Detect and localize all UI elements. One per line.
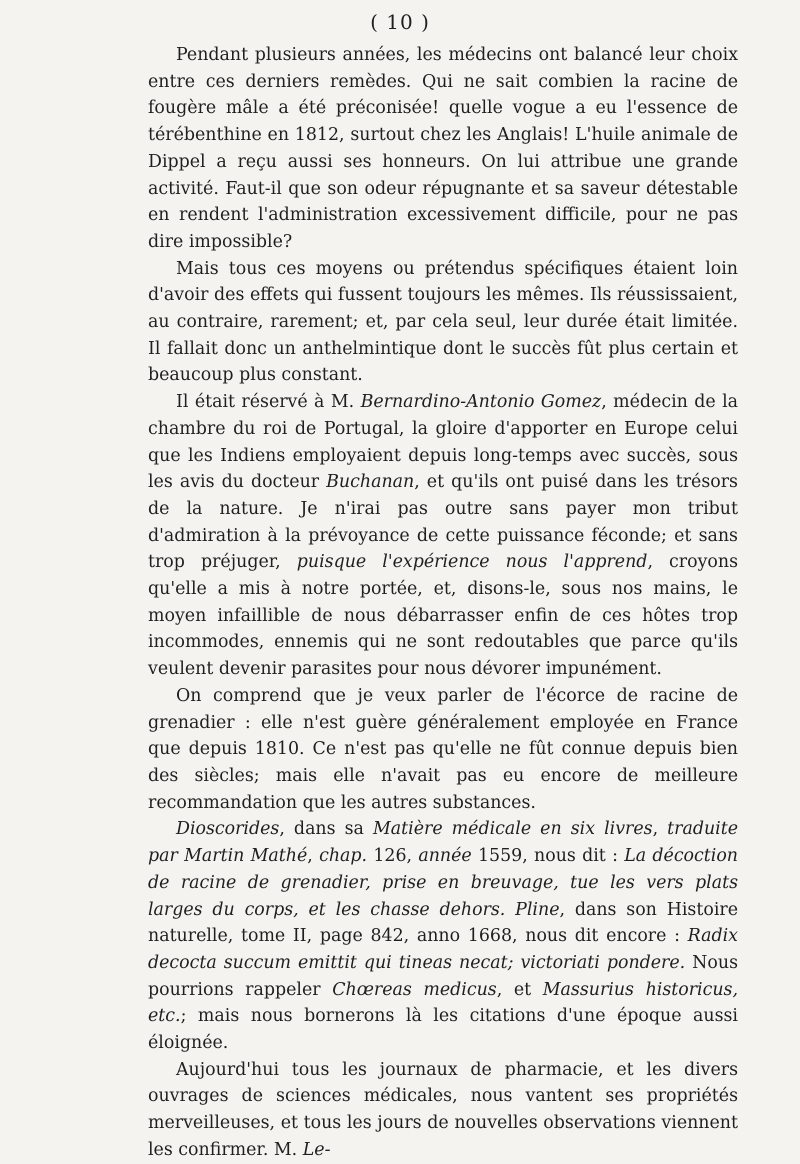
italic-text: année (418, 846, 472, 867)
text-run: On comprend que je veux parler de l'écorce de racine de grenadier : elle n'est guère généralement employée en France que depuis 1810. Ce n'est pas qu'elle ne fût connue depuis bien des siècles; mais elle n'avait pas eu encore de meilleure recommandation que les autres substances. (148, 685, 738, 813)
text-run: , dans sa (279, 819, 373, 840)
paragraph (148, 389, 738, 683)
italic-text: puisque l'expérience nous l'apprend (296, 552, 648, 573)
text-run: , dans son Histoire naturelle, tome II, page 842, anno 1668, nous dit encore : (148, 899, 738, 947)
text-run: 126, (367, 846, 419, 867)
text-run: , médecin de la chambre du roi de Portugal, la gloire d'apporter en Europe celui que les Indiens employaient depuis long-temps avec succès, sous les avis du docteur (148, 392, 739, 493)
italic-text: Massurius historicus, etc. (148, 979, 738, 1027)
paragraph (148, 683, 738, 817)
italic-text: Dioscorides (176, 819, 280, 840)
text-run: Pendant plusieurs années, les médecins ont balancé leur choix entre ces derniers remèdes. Qui ne sait combien la racine de fougère mâle a été préconisée! quelle vogue a eu l'essence de térébenthine en 1812, surtout chez les Anglais! L'huile animale de Dippel a reçu aussi ses honneurs. On lui attribue une grande activité. Faut-il que son odeur répugnante et sa saveur détestable en rendent l'administration excessivement difficile, pour ne pas dire impossible? (148, 45, 738, 252)
text-run: , (652, 819, 668, 840)
paragraph (148, 42, 738, 256)
text-run: 1559, nous dit : (471, 846, 625, 867)
italic-text: Chœreas medicus (332, 979, 497, 1000)
text-run: ; mais nous bornerons là les citations d'une époque aussi éloignée. (148, 1006, 738, 1054)
text-run: , (307, 846, 320, 867)
text-run: , et qu'ils ont puisé dans les trésors de la nature. Je n'irai pas outre sans payer mon tribut d'admiration à la prévoyance de cette puissance féconde; et sans trop préjuger, (148, 472, 738, 573)
text-run: Aujourd'hui tous les journaux de pharmacie, et les divers ouvrages de sciences médicales, nous vantent ses propriétés merveilleuses, et tous les jours de nouvelles observations viennent les confirmer. M. (148, 1059, 738, 1160)
italic-text: Bernardino-Antonio Gomez (360, 392, 602, 413)
italic-text: Matière médicale en six livres (372, 819, 653, 840)
text-run: Nous pourrions rappeler (148, 952, 738, 1000)
italic-text: Radix decocta succum emittit qui tineas necat; victoriati pondere. (148, 926, 738, 973)
text-run: Il était réservé à M. (176, 392, 361, 413)
text-run: Mais tous ces moyens ou prétendus spécifiques étaient loin d'avoir des effets qui fussent toujours les mêmes. Ils réussissaient, au contraire, rarement; et, par cela seul, leur durée était limitée. Il fallait donc un anthelmintique dont le succès fût plus certain et beaucoup plus constant. (148, 258, 738, 386)
italic-text: chap. (319, 846, 368, 867)
text-run: , croyons qu'elle a mis à notre portée, et, disons-le, sous nos mains, le moyen infaillible de nous débarrasser enfin de ces hôtes trop incommodes, ennemis qui ne sont redoutables que parce qu'ils veulent devenir parasites pour nous dévorer impunément. (148, 552, 738, 680)
text-run: , et (496, 979, 543, 1000)
paragraph (148, 256, 738, 390)
italic-text: Le- (302, 1139, 331, 1160)
page-number: ( 10 ) (370, 10, 430, 34)
body-text (148, 42, 738, 1164)
paragraph (148, 816, 738, 1056)
italic-text: traduite par Martin Mathé (148, 819, 739, 867)
italic-text: Buchanan (326, 472, 415, 493)
italic-text: La décoction de racine de grenadier, prise en breuvage, tue les vers plats larges du corps, et les chasse dehors. Pline (148, 846, 738, 920)
paragraph (148, 1057, 738, 1164)
